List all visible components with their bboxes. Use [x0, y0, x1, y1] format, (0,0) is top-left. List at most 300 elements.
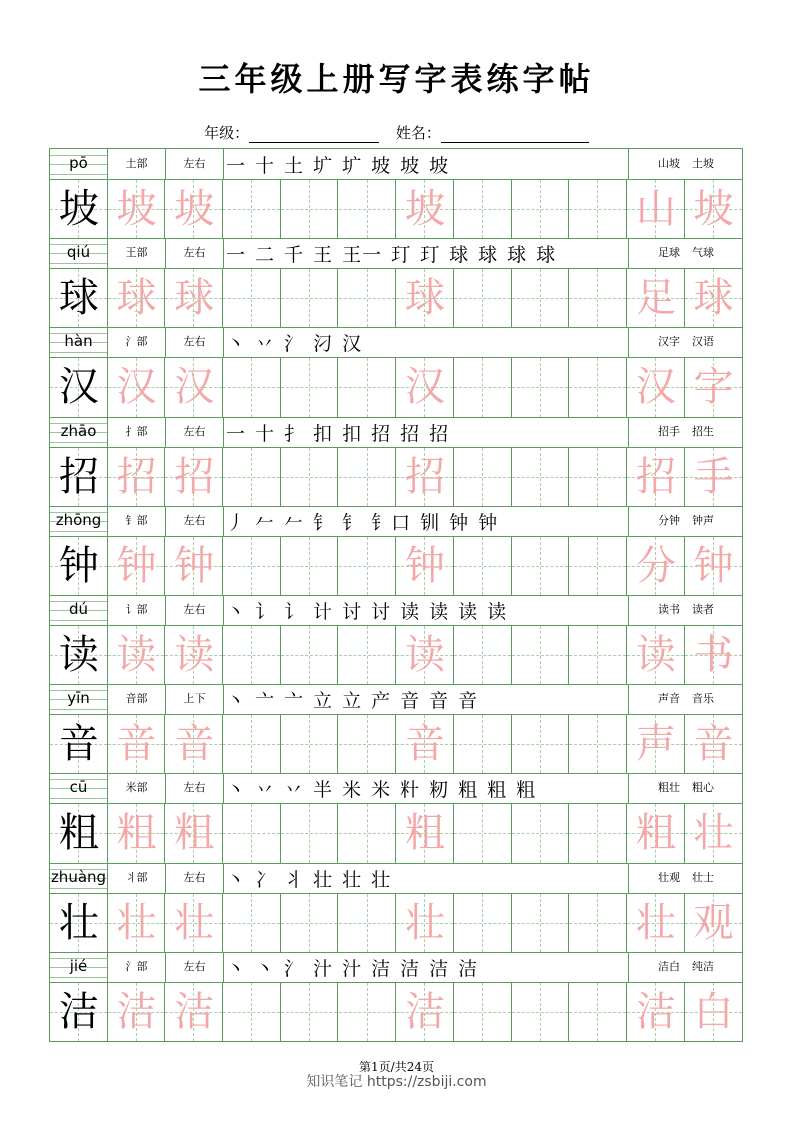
practice-cell[interactable] — [512, 983, 570, 1041]
stroke-step: 壮 — [371, 868, 392, 891]
practice-cell[interactable] — [108, 180, 166, 238]
entry-header — [50, 684, 742, 715]
stroke-order — [226, 954, 487, 981]
stroke-step: 丶 — [226, 601, 247, 623]
practice-cell[interactable] — [165, 358, 223, 416]
entry-header — [50, 863, 742, 894]
practice-cell[interactable] — [281, 894, 339, 952]
practice-cell[interactable] — [281, 626, 339, 684]
stroke-step: 招 — [400, 422, 421, 445]
structure: 左右 — [166, 595, 224, 625]
practice-cell[interactable] — [454, 269, 512, 327]
stroke-step: 讠 — [255, 601, 276, 623]
example-words — [628, 327, 743, 357]
trace-character: 壮 — [174, 899, 215, 946]
example-word: 气球 — [692, 246, 714, 260]
practice-cell[interactable] — [685, 537, 743, 595]
example-word: 音乐 — [692, 692, 714, 706]
stroke-step: 钏 — [420, 511, 441, 534]
stroke-step: 坡 — [429, 155, 450, 177]
practice-cell[interactable] — [50, 626, 108, 684]
entry-header — [50, 417, 742, 448]
stroke-step: 玎 — [391, 244, 412, 267]
practice-cell[interactable] — [454, 180, 512, 238]
stroke-step: 产 — [371, 690, 392, 713]
practice-cell[interactable] — [627, 715, 685, 773]
stroke-step: 粗 — [458, 779, 479, 802]
practice-cell[interactable] — [685, 715, 743, 773]
stroke-step: 玎 — [420, 244, 441, 267]
character-entry — [50, 684, 742, 773]
practice-cell[interactable] — [627, 537, 685, 595]
practice-cell[interactable] — [50, 894, 108, 952]
practice-cell[interactable] — [569, 537, 627, 595]
pinyin: yīn — [67, 689, 90, 708]
example-word: 招生 — [692, 424, 714, 438]
trace-character: 音 — [405, 721, 446, 768]
practice-cell[interactable] — [627, 448, 685, 506]
practice-cell[interactable] — [223, 180, 281, 238]
practice-cell[interactable] — [685, 804, 743, 862]
model-character: 钟 — [58, 542, 99, 589]
radical: 音部 — [108, 684, 166, 714]
stroke-step: 洁 — [458, 957, 479, 980]
trace-character: 洁 — [405, 988, 446, 1035]
stroke-step: 十 — [255, 422, 276, 445]
stroke-step: 米 — [342, 779, 363, 802]
practice-cell[interactable] — [108, 715, 166, 773]
example-word: 粗心 — [692, 781, 714, 795]
stroke-step: 立 — [313, 690, 334, 713]
stroke-step: 洁 — [371, 957, 392, 980]
example-word: 土坡 — [692, 157, 714, 170]
practice-cell[interactable] — [281, 715, 339, 773]
practice-sheet — [49, 148, 743, 1042]
radical: 氵部 — [108, 327, 166, 357]
trace-character: 招 — [635, 453, 676, 500]
name-field[interactable] — [441, 128, 589, 143]
entry-header — [50, 149, 742, 180]
practice-grid — [50, 269, 742, 328]
stroke-step: 立 — [342, 690, 363, 713]
practice-cell[interactable] — [339, 537, 397, 595]
stroke-step: 冫 — [255, 868, 276, 891]
trace-character: 钟 — [116, 542, 157, 589]
stroke-step: 读 — [487, 601, 508, 623]
practice-cell[interactable] — [512, 269, 570, 327]
grade-field[interactable] — [249, 128, 379, 143]
practice-cell[interactable] — [339, 804, 397, 862]
example-word: 粗壮 — [658, 781, 680, 795]
trace-character: 球 — [693, 275, 734, 322]
stroke-step: 读 — [458, 601, 479, 623]
practice-cell[interactable] — [223, 626, 281, 684]
pinyin: dú — [68, 600, 89, 618]
practice-cell[interactable] — [454, 448, 512, 506]
practice-cell[interactable] — [396, 448, 454, 506]
practice-cell[interactable] — [50, 715, 108, 773]
example-word: 山坡 — [658, 157, 680, 170]
practice-cell[interactable] — [454, 804, 512, 862]
practice-cell[interactable] — [165, 537, 223, 595]
entry-header — [50, 238, 742, 269]
practice-cell[interactable] — [223, 358, 281, 416]
radical: 王部 — [108, 238, 166, 268]
stroke-step: 计 — [313, 601, 334, 623]
practice-cell[interactable] — [223, 983, 281, 1041]
stroke-order — [226, 686, 487, 713]
practice-cell[interactable] — [512, 804, 570, 862]
practice-cell[interactable] — [627, 983, 685, 1041]
stroke-step: 丷 — [255, 779, 276, 802]
example-word: 壮士 — [692, 870, 714, 884]
example-word: 壮观 — [658, 870, 680, 884]
stroke-step: 钅 — [342, 511, 363, 534]
practice-cell[interactable] — [50, 537, 108, 595]
practice-cell[interactable] — [454, 358, 512, 416]
stroke-step: 洁 — [400, 957, 421, 980]
model-character: 球 — [58, 275, 99, 322]
practice-cell[interactable] — [50, 269, 108, 327]
example-word: 招手 — [658, 424, 680, 438]
character-entry — [50, 595, 742, 684]
structure: 左右 — [166, 327, 224, 357]
practice-cell[interactable] — [685, 269, 743, 327]
stroke-step: 丶 — [226, 333, 247, 356]
pinyin: pō — [69, 154, 88, 172]
practice-cell[interactable] — [50, 804, 108, 862]
stroke-step: 讠 — [284, 601, 305, 623]
practice-cell[interactable] — [165, 448, 223, 506]
stroke-step: 王一 — [342, 244, 383, 267]
practice-cell[interactable] — [454, 537, 512, 595]
practice-cell[interactable] — [627, 180, 685, 238]
trace-character: 洁 — [116, 988, 157, 1035]
practice-cell[interactable] — [512, 537, 570, 595]
practice-grid — [50, 983, 742, 1042]
practice-cell[interactable] — [685, 180, 743, 238]
radical: 土部 — [108, 149, 166, 179]
practice-cell[interactable] — [165, 626, 223, 684]
practice-cell[interactable] — [50, 448, 108, 506]
trace-character: 壮 — [405, 899, 446, 946]
practice-cell[interactable] — [165, 715, 223, 773]
practice-cell[interactable] — [396, 894, 454, 952]
trace-character: 坡 — [116, 186, 157, 232]
page-footer: 第1页/共24页 — [359, 1060, 434, 1074]
practice-cell[interactable] — [569, 269, 627, 327]
model-character: 粗 — [58, 810, 99, 857]
stroke-step: 汁 — [342, 957, 363, 980]
practice-cell[interactable] — [108, 269, 166, 327]
practice-cell[interactable] — [339, 715, 397, 773]
practice-grid — [50, 180, 742, 239]
trace-character: 粗 — [116, 810, 157, 857]
example-words — [628, 417, 743, 447]
radical: 扌部 — [108, 417, 166, 447]
stroke-step: 丬 — [284, 868, 305, 891]
character-entry — [50, 327, 742, 416]
stroke-step: 音 — [400, 690, 421, 713]
practice-cell[interactable] — [223, 448, 281, 506]
stroke-order — [226, 597, 516, 624]
practice-cell[interactable] — [108, 448, 166, 506]
trace-character: 手 — [693, 453, 734, 500]
trace-character: 白 — [693, 988, 734, 1035]
practice-grid — [50, 448, 742, 507]
practice-cell[interactable] — [165, 180, 223, 238]
stroke-step: 丶 — [226, 868, 247, 891]
structure: 左右 — [166, 149, 224, 179]
stroke-step: 圹 — [313, 155, 334, 177]
practice-cell[interactable] — [339, 180, 397, 238]
stroke-step: 丿 — [226, 511, 247, 534]
practice-cell[interactable] — [396, 715, 454, 773]
practice-cell[interactable] — [512, 894, 570, 952]
trace-character: 球 — [405, 275, 446, 322]
practice-cell[interactable] — [569, 983, 627, 1041]
practice-cell[interactable] — [454, 983, 512, 1041]
practice-cell[interactable] — [339, 894, 397, 952]
stroke-step: 扣 — [342, 422, 363, 445]
stroke-step: 王 — [313, 244, 334, 267]
trace-character: 壮 — [635, 899, 676, 946]
trace-character: 坡 — [405, 186, 446, 232]
entry-header — [50, 506, 742, 537]
practice-cell[interactable] — [512, 358, 570, 416]
practice-cell[interactable] — [108, 537, 166, 595]
trace-character: 字 — [693, 364, 734, 411]
entry-header — [50, 773, 742, 804]
trace-character: 汉 — [116, 364, 157, 411]
practice-cell[interactable] — [569, 448, 627, 506]
practice-cell[interactable] — [339, 358, 397, 416]
practice-cell[interactable] — [627, 358, 685, 416]
practice-cell[interactable] — [223, 715, 281, 773]
stroke-step: 招 — [371, 422, 392, 445]
stroke-step: 千 — [284, 244, 305, 267]
practice-cell[interactable] — [281, 448, 339, 506]
pinyin: jié — [69, 956, 88, 975]
trace-character: 球 — [116, 275, 157, 322]
trace-character: 招 — [405, 453, 446, 500]
practice-cell[interactable] — [569, 358, 627, 416]
practice-grid — [50, 537, 742, 596]
trace-character: 汉 — [405, 364, 446, 411]
stroke-step: 氵 — [284, 333, 305, 356]
trace-character: 汉 — [635, 364, 676, 411]
practice-cell[interactable] — [569, 894, 627, 952]
practice-cell[interactable] — [512, 626, 570, 684]
stroke-order — [226, 419, 458, 446]
practice-cell[interactable] — [50, 180, 108, 238]
practice-grid — [50, 358, 742, 417]
practice-grid — [50, 626, 742, 685]
practice-cell[interactable] — [396, 269, 454, 327]
radical: 丬部 — [108, 863, 166, 893]
practice-cell[interactable] — [685, 448, 743, 506]
trace-character: 山 — [635, 186, 676, 232]
practice-cell[interactable] — [165, 894, 223, 952]
example-words — [628, 684, 743, 714]
practice-cell[interactable] — [512, 715, 570, 773]
practice-cell[interactable] — [396, 983, 454, 1041]
stroke-step: 一 — [226, 155, 247, 177]
entry-header — [50, 595, 742, 626]
example-words — [628, 952, 743, 982]
practice-cell[interactable] — [108, 358, 166, 416]
stroke-step: 十 — [255, 155, 276, 177]
stroke-step: 球 — [478, 244, 499, 267]
practice-cell[interactable] — [108, 983, 166, 1041]
structure: 左右 — [166, 506, 224, 536]
practice-cell[interactable] — [108, 626, 166, 684]
structure: 左右 — [166, 238, 224, 268]
trace-character: 读 — [635, 632, 676, 678]
stroke-step: 讨 — [342, 601, 363, 623]
stroke-step: 汈 — [313, 333, 334, 356]
stroke-step: 洁 — [429, 957, 450, 980]
example-words — [628, 238, 743, 268]
stroke-step: 一 — [226, 422, 247, 445]
practice-cell[interactable] — [627, 626, 685, 684]
trace-character: 音 — [116, 721, 157, 768]
practice-cell[interactable] — [685, 894, 743, 952]
trace-character: 坡 — [693, 186, 734, 232]
practice-grid — [50, 804, 742, 863]
example-word: 读书 — [658, 603, 680, 616]
stroke-step: 丷 — [255, 333, 276, 356]
stroke-step: 讨 — [371, 601, 392, 623]
pinyin: qiú — [66, 243, 91, 262]
practice-cell[interactable] — [685, 983, 743, 1041]
stroke-order — [226, 151, 458, 178]
practice-cell[interactable] — [685, 358, 743, 416]
practice-cell[interactable] — [165, 269, 223, 327]
trace-character: 读 — [116, 632, 157, 678]
stroke-step: 读 — [400, 601, 421, 623]
practice-grid — [50, 715, 742, 774]
practice-cell[interactable] — [223, 269, 281, 327]
example-words — [628, 773, 743, 803]
structure: 上下 — [166, 684, 224, 714]
trace-character: 分 — [635, 542, 676, 589]
practice-cell[interactable] — [569, 180, 627, 238]
radical: 氵部 — [108, 952, 166, 982]
practice-cell[interactable] — [512, 448, 570, 506]
stroke-step: 钟 — [449, 511, 470, 534]
practice-cell[interactable] — [281, 804, 339, 862]
trace-character: 钟 — [405, 542, 446, 589]
pinyin: cū — [69, 778, 88, 797]
practice-cell[interactable] — [165, 983, 223, 1041]
practice-cell[interactable] — [281, 269, 339, 327]
radical: 钅部 — [108, 506, 166, 536]
model-character: 坡 — [58, 186, 99, 232]
radical: 米部 — [108, 773, 166, 803]
practice-cell[interactable] — [396, 180, 454, 238]
practice-cell[interactable] — [339, 448, 397, 506]
practice-cell[interactable] — [108, 804, 166, 862]
practice-cell[interactable] — [223, 804, 281, 862]
trace-character: 粗 — [174, 810, 215, 857]
stroke-step: 籵 — [400, 779, 421, 802]
example-word: 纯洁 — [692, 959, 714, 973]
practice-cell[interactable] — [396, 626, 454, 684]
trace-character: 汉 — [174, 364, 215, 411]
practice-cell[interactable] — [569, 804, 627, 862]
practice-cell[interactable] — [50, 358, 108, 416]
example-word: 读者 — [692, 603, 714, 616]
practice-cell[interactable] — [339, 269, 397, 327]
name-label: 姓名： — [395, 124, 441, 142]
model-character: 壮 — [58, 899, 99, 946]
character-entry — [50, 417, 742, 506]
practice-cell[interactable] — [569, 626, 627, 684]
model-character: 汉 — [58, 364, 99, 411]
model-character: 读 — [58, 632, 99, 678]
practice-cell[interactable] — [569, 715, 627, 773]
practice-cell[interactable] — [223, 894, 281, 952]
stroke-step: 氵 — [284, 957, 305, 980]
practice-cell[interactable] — [454, 894, 512, 952]
stroke-step: 丶 — [226, 957, 247, 980]
practice-cell[interactable] — [281, 358, 339, 416]
trace-character: 声 — [635, 721, 676, 768]
entry-header — [50, 327, 742, 358]
page-title: 三年级上册写字表练字帖 — [198, 60, 595, 98]
practice-cell[interactable] — [223, 537, 281, 595]
practice-cell[interactable] — [396, 358, 454, 416]
example-word: 钟声 — [692, 513, 714, 527]
stroke-step: 丶 — [255, 957, 276, 980]
character-entry — [50, 952, 742, 1041]
practice-cell[interactable] — [339, 626, 397, 684]
practice-cell[interactable] — [396, 537, 454, 595]
practice-cell[interactable] — [454, 626, 512, 684]
practice-cell[interactable] — [50, 983, 108, 1041]
trace-character: 壮 — [116, 899, 157, 946]
practice-cell[interactable] — [627, 894, 685, 952]
practice-cell[interactable] — [627, 804, 685, 862]
example-word: 足球 — [658, 246, 680, 260]
radical: 讠部 — [108, 595, 166, 625]
stroke-step: 半 — [313, 779, 334, 802]
practice-cell[interactable] — [396, 804, 454, 862]
stroke-step: 丷 — [284, 779, 305, 802]
practice-cell[interactable] — [281, 180, 339, 238]
stroke-step: 钅 — [313, 511, 334, 534]
practice-cell[interactable] — [108, 894, 166, 952]
stroke-step: 土 — [284, 155, 305, 177]
stroke-step: 汉 — [342, 333, 363, 356]
stroke-step: 亠 — [255, 690, 276, 713]
trace-character: 钟 — [174, 542, 215, 589]
practice-cell[interactable] — [281, 537, 339, 595]
trace-character: 洁 — [174, 988, 215, 1035]
practice-cell[interactable] — [685, 626, 743, 684]
practice-cell[interactable] — [339, 983, 397, 1041]
stroke-step: 粗 — [487, 779, 508, 802]
practice-cell[interactable] — [512, 180, 570, 238]
practice-cell[interactable] — [165, 804, 223, 862]
practice-cell[interactable] — [281, 983, 339, 1041]
practice-cell[interactable] — [454, 715, 512, 773]
practice-cell[interactable] — [627, 269, 685, 327]
stroke-step: 坡 — [400, 155, 421, 177]
stroke-step: 球 — [507, 244, 528, 267]
stroke-step: 钟 — [478, 511, 499, 534]
